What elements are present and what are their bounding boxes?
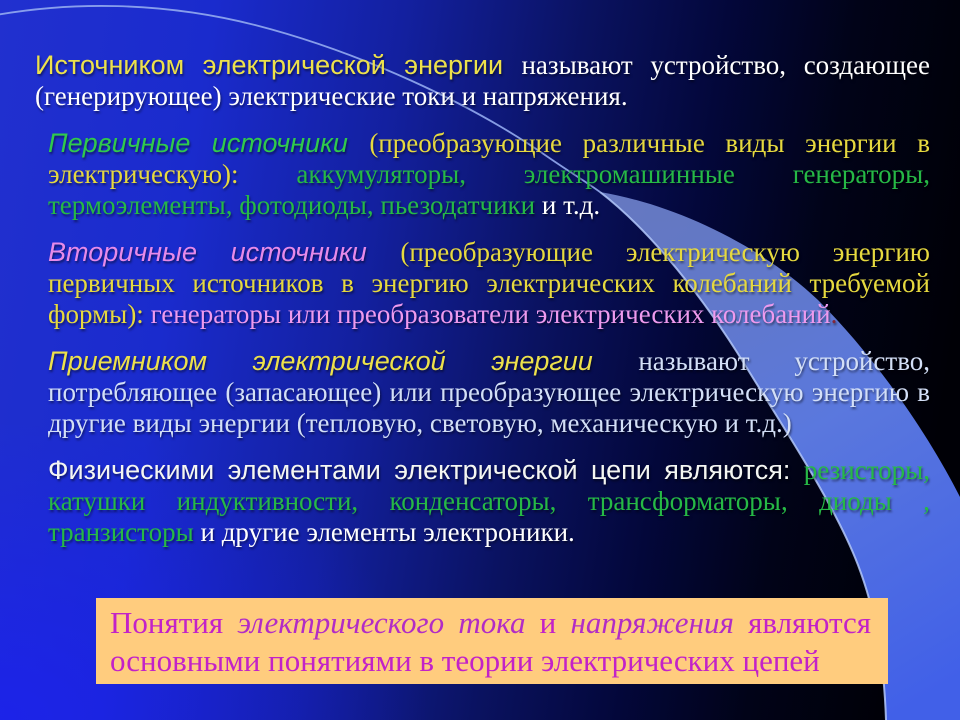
text-segment-serif-yellow: (преобразующие электрическую энергию первичных источников в энергию электрических колебаний требуемой формы): — [48, 237, 930, 329]
text-segment-serif-green: резисторы, катушки индуктивности, конденсаторы, трансформаторы, диоды , транзисторы — [48, 455, 930, 547]
text-segment-serif-green: аккумуляторы, электромашинные генераторы, термоэлементы, фотодиоды, пьезодатчики — [48, 159, 930, 220]
text-segment-note-italic: электрического тока — [237, 605, 526, 640]
text-segment-sans-yellow-italic: Приемником электрической энергии — [48, 346, 639, 376]
paragraph-receiver-definition — [48, 346, 930, 439]
text-segment-serif-pink: генераторы или преобразователи электрических колебаний — [150, 299, 831, 329]
text-segment-sans-white: Физическими элементами электрической цепи являются: — [48, 455, 804, 485]
text-segment-serif-darkred: . — [830, 299, 838, 329]
text-segment-sans-green-italic: Первичные источники — [48, 128, 370, 158]
text-segment-note-regular: являются основными понятиями в теории электрических цепей — [110, 605, 871, 678]
text-segment-serif-lightblue: называют устройство, потребляющее (запасающее) или преобразующее электрическую энергию в другие виды энергии (тепловую, световую, механическую и т.д.) — [48, 346, 931, 438]
text-segment-note-regular: и — [525, 605, 571, 640]
note-box — [96, 598, 888, 684]
text-segment-sans-yellow: Источником электрической энергии — [35, 50, 522, 80]
paragraph-secondary-sources — [48, 237, 930, 330]
paragraph-primary-sources — [48, 128, 930, 221]
text-segment-note-regular: Понятия — [110, 605, 238, 640]
paragraph-source-definition — [35, 50, 930, 112]
text-segment-serif-yellow: (преобразующие различные виды энергии в электрическую): — [48, 128, 931, 189]
text-segment-serif-white: называют устройство, создающее (генерирующее) электрические токи и напряжения. — [35, 50, 931, 111]
paragraph-physical-elements — [48, 455, 930, 548]
text-segment-serif-white: и т.д. — [541, 190, 601, 220]
text-segment-note-italic: напряжения — [570, 605, 734, 640]
text-segment-sans-pink-italic: Вторичные источники — [48, 237, 401, 267]
text-segment-serif-white: и другие элементы электроники. — [200, 517, 575, 547]
slide-content — [35, 50, 930, 684]
